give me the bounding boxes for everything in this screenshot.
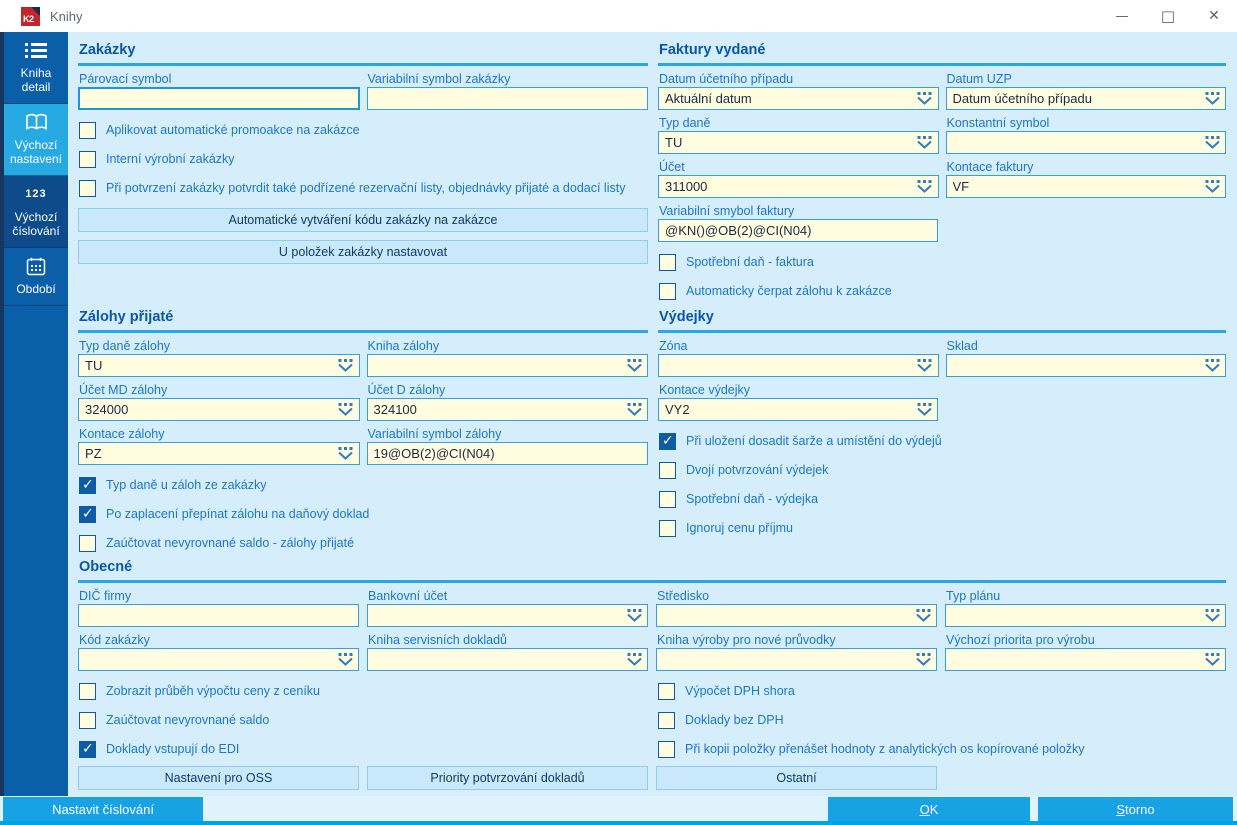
dropdown-button[interactable] [916,180,934,194]
titlebar [0,0,1237,32]
checkbox-box [659,520,676,537]
checkbox-box [658,712,675,729]
field: Účet MD zálohy 324000 [78,377,360,421]
checkbox-box [79,535,96,552]
dropdown-button[interactable] [915,403,933,417]
datum-uzp-combo[interactable] [946,87,1227,110]
checkbox-box [659,491,676,508]
checkbox-box [79,122,96,139]
field [367,66,649,110]
sidebar-item-label: Období [16,282,56,296]
field: Sklad [946,333,1227,377]
dropdown-button[interactable] [916,359,934,373]
sidebar-item-label: Kniha detail [20,66,52,94]
field [78,66,360,110]
kniha-servisnich-dokladu-combo[interactable] [367,648,648,671]
close-icon[interactable]: ✕ [1208,8,1220,24]
checkbox-pri-potvrzeni-zakazky[interactable]: Při potvrzení zakázky potvrdit také podřízené rezervační listy, objednávky přijaté a dodací listy [79,180,647,197]
checkbox-spotrebni-dan-faktura[interactable]: Spotřební daň - faktura [659,254,1225,271]
checkbox-box [79,712,96,729]
field: Variabilní symbol zálohy 19@OB(2)@CI(N04) [367,421,649,465]
field: Kontace výdejky VY2 [658,377,938,421]
storno-button[interactable]: Storno [1038,797,1233,821]
dropdown-button[interactable] [914,653,932,667]
dropdown-button[interactable] [914,609,932,623]
checkbox-zobrazit-prubeh-vypoctu[interactable]: Zobrazit průběh výpočtu ceny z ceníku [79,683,646,700]
book-icon [7,112,65,132]
dropdown-button[interactable] [625,653,643,667]
checkbox-box [658,683,675,700]
field: Kniha zálohy [367,333,649,377]
maximize-icon[interactable]: □ [1160,7,1176,25]
dropdown-button[interactable] [337,403,355,417]
sidebar-item-kniha-detail[interactable] [4,32,68,104]
kontace-zalohy-combo[interactable] [78,442,360,465]
priority-potvrzovani-button[interactable]: Priority potvrzování dokladů [367,766,648,790]
k2-logo-text: K2 [23,13,34,24]
field: Typ daně zálohy TU [78,333,360,377]
dropdown-button[interactable] [1203,653,1221,667]
vychozi-priorita-combo[interactable] [945,648,1226,671]
checkbox-vypocet-dph-shora[interactable]: Výpočet DPH shora [658,683,1225,700]
kontace-vydejky-combo[interactable] [658,398,938,421]
checkbox-pri-kopii-polozky[interactable]: Při kopii položky přenášet hodnoty z analytických os kopírované položky [658,741,1225,758]
obecne-checkboxes-right [657,671,1226,758]
numbers-123-icon: 123 [25,188,47,200]
window-controls [1099,0,1237,32]
checkbox-box [659,462,676,479]
section-zalohy-prijate [78,309,648,552]
checkbox-doklady-vstupuji-do-edi[interactable]: ✓ Doklady vstupují do EDI [79,741,646,758]
automaticke-vytvareni-kodu-button[interactable]: Automatické vytváření kódu zakázky na zakázce [78,208,648,232]
sidebar-item-label: Výchozí nastavení [9,138,63,166]
field-label: Párovací symbol [79,72,172,86]
checkbox-box [659,254,676,271]
dropdown-button[interactable] [1203,136,1221,150]
settings-content [68,32,1237,796]
dic-firmy-input[interactable] [78,604,359,627]
k2-logo-icon [21,7,40,26]
checkbox-pri-ulozeni-dosadit-sarze[interactable]: ✓ Při uložení dosadit šarže a umístění do výdejů [659,433,1225,450]
field: Kniha výroby pro nové průvodky [656,627,937,671]
field: Kontace faktury VF [946,154,1227,198]
dropdown-button[interactable] [625,609,643,623]
section-title: Obecné [78,559,1226,583]
checkbox-automaticky-cerpat-zalohu[interactable]: Automaticky čerpat zálohu k zakázce [659,283,1225,300]
checkbox-zauctovat-nevyrovnane-saldo[interactable]: Zaúčtovat nevyrovnané saldo [79,712,646,729]
minimize-icon[interactable]: — [1115,8,1129,24]
variabilni-smybol-faktury-input[interactable] [658,219,938,242]
checkbox-interni-vyrobni-zakazky[interactable]: Interní výrobní zakázky [79,151,647,168]
dropdown-button[interactable] [336,653,354,667]
nastaveni-pro-oss-button[interactable]: Nastavení pro OSS [78,766,359,790]
section-zakazky [78,42,648,264]
zona-combo[interactable] [658,354,939,377]
typ-planu-combo[interactable] [945,604,1226,627]
checkbox-doklady-bez-dph[interactable]: Doklady bez DPH [658,712,1225,729]
dropdown-button[interactable] [1203,92,1221,106]
stredisko-combo[interactable] [656,604,937,627]
sidebar-filler [4,306,68,796]
ucet-combo[interactable] [658,175,939,198]
sidebar-item-label: Výchozí číslování [12,210,60,238]
window-title: Knihy [50,8,83,24]
checkbox-typ-dane-u-zaloh[interactable]: ✓ Typ daně u záloh ze zakázky [79,477,647,494]
list-icon [7,40,65,60]
checkbox-box [79,180,96,197]
sklad-combo[interactable] [946,354,1227,377]
main-area [0,32,1237,796]
checkbox-box [659,433,676,450]
dropdown-button[interactable] [337,447,355,461]
kontace-faktury-combo[interactable] [946,175,1227,198]
bankovni-ucet-combo[interactable] [367,604,648,627]
field: Kód zakázky [78,627,359,671]
typ-dane-zalohy-combo[interactable] [78,354,360,377]
dropdown-button[interactable] [1203,609,1221,623]
field: Typ daně TU [658,110,939,154]
dropdown-button[interactable] [1203,359,1221,373]
section-vydejky [658,309,1226,537]
field: Variabilní smybol faktury @KN()@OB(2)@CI(N04) [658,198,938,242]
variabilni-symbol-zalohy-input[interactable] [367,442,649,465]
section-faktury-vydane [658,42,1226,300]
field: Středisko [656,583,937,627]
field-label: Variabilní symbol zakázky [367,72,511,86]
dropdown-button[interactable] [625,359,643,373]
section-title: Zakázky [78,42,648,66]
section-obecne [78,559,1226,790]
checkbox-box [79,683,96,700]
dropdown-button[interactable] [337,359,355,373]
obecne-checkboxes-left [78,671,647,758]
kniha-vyroby-combo[interactable] [656,648,937,671]
checkbox-box [658,741,675,758]
calendar-icon [7,256,65,276]
konstantni-symbol-combo[interactable] [946,131,1227,154]
checkbox-box [659,283,676,300]
field: DIČ firmy [78,583,359,627]
checkbox-box [79,151,96,168]
section-title: Výdejky [658,309,1226,333]
checkbox-box [79,506,96,523]
kod-zakazky-combo[interactable] [78,648,359,671]
sidebar-item-obdobi[interactable] [4,248,68,306]
checkbox-spotrebni-dan-vydejka[interactable]: Spotřební daň - výdejka [659,491,1225,508]
field: Účet 311000 [658,154,939,198]
ucet-md-zalohy-combo[interactable] [78,398,360,421]
sidebar [0,32,68,796]
checkbox-dvoji-potvrzovani-vydejek[interactable]: Dvojí potvrzování výdejek [659,462,1225,479]
kniha-zalohy-combo[interactable] [367,354,649,377]
checkbox-box [79,741,96,758]
datum-ucetniho-pripadu-combo[interactable] [658,87,939,110]
field: Typ plánu [945,583,1226,627]
section-title: Faktury vydané [658,42,1226,66]
field: Datum účetního případu Aktuální datum [658,66,939,110]
section-title: Zálohy přijaté [78,309,648,333]
field: Zóna [658,333,939,377]
checkbox-zauctovat-saldo-zalohy[interactable]: Zaúčtovat nevyrovnané saldo - zálohy přijaté [79,535,647,552]
sidebar-item-vychozi-cislovani[interactable] [4,176,68,248]
sidebar-item-vychozi-nastaveni[interactable] [4,104,68,176]
field: Bankovní účet [367,583,648,627]
ostatni-button[interactable]: Ostatní [656,766,937,790]
field: Kontace zálohy PZ [78,421,360,465]
typ-dane-combo[interactable] [658,131,939,154]
checkbox-box [79,477,96,494]
field: Datum UZP Datum účetního případu [946,66,1227,110]
checkbox-po-zaplaceni-prepinat[interactable]: ✓ Po zaplacení přepínat zálohu na daňový doklad [79,506,647,523]
ok-button[interactable]: OK [828,797,1030,821]
field: Účet D zálohy 324100 [367,377,649,421]
footer-bar [0,796,1237,825]
checkbox-ignoruj-cenu-prijmu[interactable]: Ignoruj cenu příjmu [659,520,1225,537]
field: Konstantní symbol [946,110,1227,154]
dropdown-button[interactable] [625,403,643,417]
parovaci-symbol-input[interactable] [78,87,360,110]
checkbox-aplikovat-promoakce[interactable]: Aplikovat automatické promoakce na zakázce [79,122,647,139]
dropdown-button[interactable] [916,92,934,106]
variabilni-symbol-zakazky-input[interactable] [367,87,649,110]
ucet-d-zalohy-combo[interactable] [367,398,649,421]
field: Výchozí priorita pro výrobu [945,627,1226,671]
field: Kniha servisních dokladů [367,627,648,671]
dropdown-button[interactable] [916,136,934,150]
nastavit-cislovani-button[interactable]: Nastavit číslování [3,797,203,821]
u-polozek-zakazky-button[interactable]: U položek zakázky nastavovat [78,240,648,264]
dropdown-button[interactable] [1203,180,1221,194]
